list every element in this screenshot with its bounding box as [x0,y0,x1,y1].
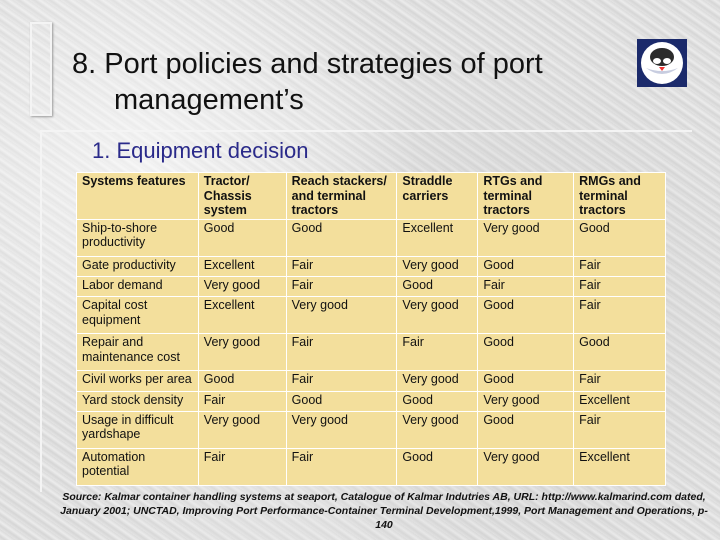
rating-cell: Fair [574,297,666,334]
rating-cell: Good [286,219,397,256]
rating-cell: Good [574,219,666,256]
rating-cell: Good [478,256,574,276]
rating-cell: Very good [397,371,478,391]
rating-cell: Fair [574,371,666,391]
rating-cell: Excellent [198,297,286,334]
rating-cell: Good [397,448,478,485]
feature-cell: Capital cost equipment [77,297,199,334]
rating-cell: Fair [286,256,397,276]
table-row [77,391,666,411]
rating-cell: Excellent [397,219,478,256]
table-row [77,448,666,485]
table-header-cell: RMGs and terminal tractors [574,173,666,220]
rating-cell: Good [574,334,666,371]
rating-cell: Very good [286,297,397,334]
table-row [77,219,666,256]
table-header-cell: RTGs and terminal tractors [478,173,574,220]
rating-cell: Very good [397,256,478,276]
rating-cell: Fair [286,276,397,296]
rating-cell: Good [478,297,574,334]
rating-cell: Fair [478,276,574,296]
rating-cell: Fair [286,334,397,371]
rating-cell: Very good [286,411,397,448]
feature-cell: Labor demand [77,276,199,296]
rating-cell: Good [478,371,574,391]
title-line-1: 8. Port policies and strategies of port [72,48,543,80]
rating-cell: Fair [574,276,666,296]
rating-cell: Good [478,411,574,448]
rating-cell: Very good [198,276,286,296]
rating-cell: Fair [198,391,286,411]
rating-cell: Fair [574,256,666,276]
table-header-cell: Systems features [77,173,199,220]
rating-cell: Very good [478,448,574,485]
equipment-comparison-table [76,172,666,486]
table-row [77,371,666,391]
rating-cell: Fair [397,334,478,371]
rating-cell: Very good [478,391,574,411]
feature-cell: Usage in difficult yardshape [77,411,199,448]
rating-cell: Very good [198,411,286,448]
rating-cell: Good [397,391,478,411]
decorative-frame-vertical [30,22,52,116]
feature-cell: Yard stock density [77,391,199,411]
feature-cell: Ship-to-shore productivity [77,219,199,256]
rating-cell: Excellent [574,391,666,411]
feature-cell: Gate productivity [77,256,199,276]
slide-title [72,46,632,118]
rating-cell: Fair [198,448,286,485]
source-citation: Source: Kalmar container handling systems at seaport, Catalogue of Kalmar Indutries AB, URL: http://www.kalmarind.com dated, January 2001; UNCTAD, Improving Port Performance-Container Terminal Development,1999, Port Management and Operations, p-140 [60,491,708,531]
rating-cell: Very good [198,334,286,371]
penguin-logo-icon [636,38,688,88]
rating-cell: Very good [397,411,478,448]
table-row [77,276,666,296]
rating-cell: Excellent [574,448,666,485]
feature-cell: Civil works per area [77,371,199,391]
rating-cell: Good [478,334,574,371]
rating-cell: Fair [286,371,397,391]
table-header-cell: Reach stackers/ and terminal tractors [286,173,397,220]
title-line-2: management’s [114,84,304,116]
feature-cell: Repair and maintenance cost [77,334,199,371]
rating-cell: Fair [286,448,397,485]
rating-cell: Good [198,371,286,391]
table-row [77,411,666,448]
rating-cell: Very good [478,219,574,256]
table-header-row [77,173,666,220]
rating-cell: Excellent [198,256,286,276]
rating-cell: Fair [574,411,666,448]
feature-cell: Automation potential [77,448,199,485]
rating-cell: Very good [397,297,478,334]
rating-cell: Good [198,219,286,256]
table-row [77,256,666,276]
table-header-cell: Straddle carriers [397,173,478,220]
rating-cell: Good [397,276,478,296]
rating-cell: Good [286,391,397,411]
table-row [77,297,666,334]
section-subtitle: 1. Equipment decision [92,138,309,163]
table-row [77,334,666,371]
table-header-cell: Tractor/ Chassis system [198,173,286,220]
